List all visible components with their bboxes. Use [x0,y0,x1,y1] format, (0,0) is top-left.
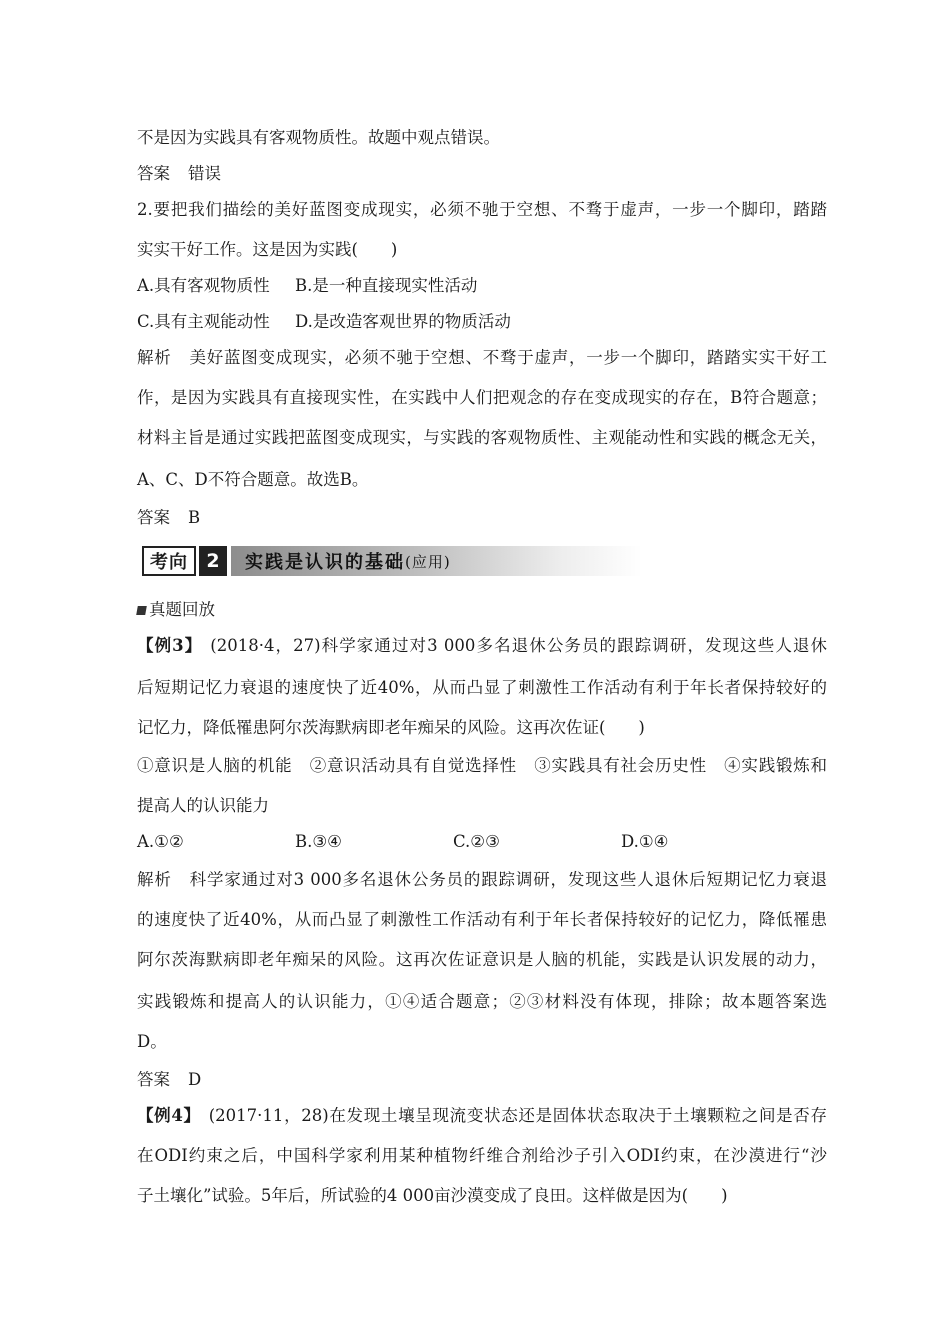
banner-number-box: 2 [199,546,227,576]
q2-options-row1 [137,274,827,298]
answer-value: D [188,1070,202,1089]
ex4-tag: 【例4】 [137,1106,201,1125]
q2-stem-line2: 实实干好工作。这是因为实践( ) [137,240,398,259]
ex3-options [137,830,827,854]
q2-answer [137,506,827,530]
answer-label: 答案 [137,164,170,183]
ex3-option-a: A.①② [137,832,184,851]
section-banner [142,544,642,578]
answer-value: B [188,508,201,527]
answer-label: 答案 [137,1070,170,1089]
answer-label: 答案 [137,508,170,527]
analysis-label: 解析 [137,348,172,367]
ex4-stem-line1 [137,1104,827,1128]
analysis-label: 解析 [137,870,172,889]
q2-option-b: B.是一种直接现实性活动 [295,276,478,295]
ex3-items-line1: ①意识是人脑的机能 ②意识活动具有自觉选择性 ③实践具有社会历史性 ④实践锻炼和 [137,756,827,775]
ex3-tag: 【例3】 [137,636,203,655]
q2-analysis-line2: 作，是因为实践具有直接现实性，在实践中人们把观念的存在变成现实的存在，B符合题意； [137,388,827,407]
banner-title: 实践是认识的基础 [245,552,405,573]
ex4-stem-line2: 在ODI约束之后，中国科学家利用某种植物纤维合剂给沙子引入ODI约束，在沙漠进行“沙 [137,1146,827,1165]
q2-option-a: A.具有客观物质性 [137,276,270,295]
ex3-option-b: B.③④ [295,832,342,851]
banner-kaoxiang-box: 考向 [142,546,196,576]
q2-options-row2 [137,310,827,334]
ex3-stem-line3: 记忆力，降低罹患阿尔茨海默病即老年痴呆的风险。这再次佐证( ) [137,718,645,737]
analysis-text: 美好蓝图变成现实，必须不驰于空想、不骛于虚声，一步一个脚印，踏踏实实干好工 [189,348,827,367]
ex3-answer [137,1068,827,1092]
square-bullet-icon [136,606,147,615]
section-label: 真题回放 [149,600,215,619]
banner-title-bar [231,546,642,576]
ex4-stem-text: (2017·11，28)在发现土壤呈现流变状态还是固体状态取决于土壤颗粒之间是否存 [208,1106,827,1125]
ex4-stem-line3: 子土壤化”试验。5年后，所试验的4 000亩沙漠变成了良田。这样做是因为( ) [137,1186,728,1205]
q1-analysis-tail: 不是因为实践具有客观物质性。故题中观点错误。 [137,128,500,147]
ex3-analysis-line5: D。 [137,1032,167,1051]
ex3-option-d: D.①④ [621,832,669,851]
ex3-stem-text: (2018·4，27)科学家通过对3 000多名退休公务员的跟踪调研，发现这些人退休 [210,636,827,655]
ex3-analysis-line2: 的速度快了近40%，从而凸显了刺激性工作活动有利于年长者保持较好的记忆力，降低罹患 [137,910,827,929]
banner-subtitle: (应用) [405,552,451,571]
answer-value: 错误 [188,164,221,183]
q2-analysis-line1 [137,346,827,370]
ex3-analysis-line3: 阿尔茨海默病即老年痴呆的风险。这再次佐证意识是人脑的机能，实践是认识发展的动力， [137,950,827,969]
q2-analysis-line3: 材料主旨是通过实践把蓝图变成现实，与实践的客观物质性、主观能动性和实践的概念无关， [137,428,827,447]
q1-answer [137,162,827,186]
q2-analysis-line4: A、C、D不符合题意。故选B。 [137,470,369,489]
ex3-stem-line2: 后短期记忆力衰退的速度快了近40%，从而凸显了刺激性工作活动有利于年长者保持较好的 [137,678,827,697]
ex3-option-c: C.②③ [453,832,500,851]
ex3-analysis-line1 [137,868,827,892]
q2-stem-line1: 2.要把我们描绘的美好蓝图变成现实，必须不驰于空想、不骛于虚声，一步一个脚印，踏踏 [137,200,827,219]
ex3-items-line2: 提高人的认识能力 [137,796,269,815]
section-heading [137,598,827,622]
q2-option-d: D.是改造客观世界的物质活动 [295,312,511,331]
q2-option-c: C.具有主观能动性 [137,312,270,331]
ex3-stem-line1 [137,634,827,658]
ex3-analysis-line4: 实践锻炼和提高人的认识能力，①④适合题意；②③材料没有体现，排除；故本题答案选 [137,992,827,1011]
analysis-text: 科学家通过对3 000多名退休公务员的跟踪调研，发现这些人退休后短期记忆力衰退 [189,870,827,889]
